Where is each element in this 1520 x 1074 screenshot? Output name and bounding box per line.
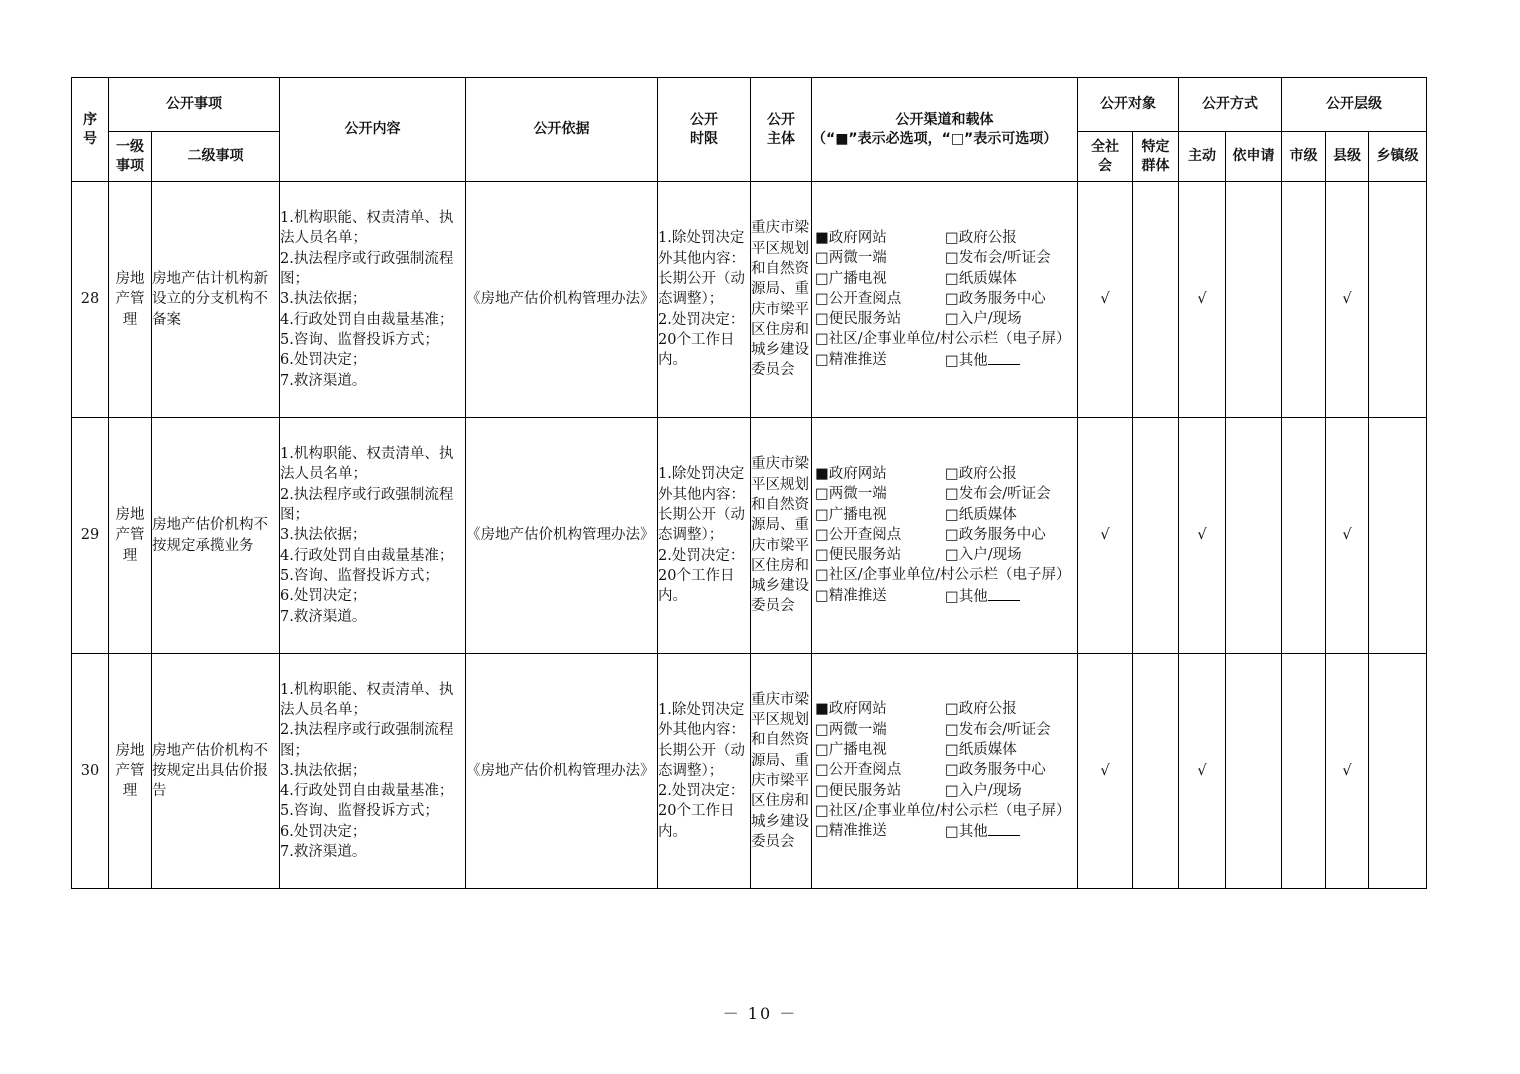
channel-option: □政府公报 — [945, 229, 1017, 246]
channel-option: □纸质媒体 — [945, 742, 1017, 759]
row-level-city — [1282, 418, 1326, 654]
channel-option: □入户/现场 — [945, 547, 1022, 564]
table-row — [72, 654, 1427, 889]
row-target-group — [1133, 418, 1179, 654]
channel-option: □发布会/听证会 — [945, 250, 1051, 267]
channel-option: □发布会/听证会 — [945, 721, 1051, 738]
content-line: 4.行政处罚自由裁量基准； — [280, 783, 454, 800]
content-line: 5.咨询、监督投诉方式； — [280, 803, 439, 820]
channel-option: □便民服务站 — [815, 311, 902, 328]
content-line: 1.机构职能、权责清单、执法人员名单； — [280, 681, 454, 718]
content-line: 1.机构职能、权责清单、执法人员名单； — [280, 210, 454, 247]
channel-option: ■政府网站 — [815, 229, 887, 246]
page-number: － 10 － — [722, 1004, 798, 1023]
channel-option: □政务服务中心 — [945, 762, 1046, 779]
row-target-group — [1133, 654, 1179, 889]
header-mode: 公开方式 — [1179, 78, 1282, 132]
channel-option: □广播电视 — [815, 506, 887, 523]
row-channels — [812, 182, 1078, 418]
header-target: 公开对象 — [1078, 78, 1179, 132]
row-basis: 《房地产估价机构管理办法》 — [466, 182, 658, 418]
channel-option: □社区/企事业单位/村公示栏（电子屏） — [815, 567, 1071, 584]
header-item-l2: 二级事项 — [152, 132, 280, 182]
channel-option-other: □其他 — [945, 821, 1069, 842]
row-limit — [658, 182, 751, 418]
row-level-town — [1369, 182, 1427, 418]
channel-option: □公开查阅点 — [815, 290, 902, 307]
table-header — [72, 78, 1427, 182]
row-subject: 重庆市梁平区规划和自然资源局、重庆市梁平区住房和城乡建设委员会 — [751, 418, 812, 654]
header-mode-active: 主动 — [1179, 132, 1226, 182]
content-line: 1.机构职能、权责清单、执法人员名单； — [280, 446, 454, 483]
limit-line: 1.除处罚决定外其他内容：长期公开（动态调整）； — [658, 701, 745, 779]
row-content — [280, 418, 466, 654]
row-level-county: √ — [1326, 654, 1369, 889]
channel-option: □社区/企事业单位/村公示栏（电子屏） — [815, 331, 1071, 348]
content-line: 5.咨询、监督投诉方式； — [280, 567, 439, 584]
row-item-l2: 房地产估价机构不按规定出具估价报告 — [152, 654, 280, 889]
row-target-all: √ — [1078, 418, 1133, 654]
channel-option: □政府公报 — [945, 701, 1017, 718]
row-seq: 29 — [72, 418, 109, 654]
row-mode-active: √ — [1179, 654, 1226, 889]
header-target-all: 全社会 — [1078, 132, 1133, 182]
content-line: 6.处罚决定； — [280, 588, 367, 605]
row-item-l1: 房地产管理 — [109, 654, 152, 889]
row-content — [280, 654, 466, 889]
row-subject: 重庆市梁平区规划和自然资源局、重庆市梁平区住房和城乡建设委员会 — [751, 654, 812, 889]
row-level-county: √ — [1326, 418, 1369, 654]
row-seq: 30 — [72, 654, 109, 889]
row-mode-active: √ — [1179, 182, 1226, 418]
channel-option: □精准推送 — [815, 823, 887, 840]
header-item-l1: 一级事项 — [109, 132, 152, 182]
channel-option: □公开查阅点 — [815, 762, 902, 779]
content-line: 4.行政处罚自由裁量基准； — [280, 547, 454, 564]
channel-option: ■政府网站 — [815, 465, 887, 482]
table-row — [72, 182, 1427, 418]
channel-option: □纸质媒体 — [945, 270, 1017, 287]
header-limit: 公开时限 — [658, 78, 751, 182]
content-line: 3.执法依据； — [280, 527, 367, 544]
channel-option: □广播电视 — [815, 742, 887, 759]
content-line: 2.执法程序或行政强制流程图； — [280, 722, 454, 759]
header-level: 公开层级 — [1282, 78, 1427, 132]
limit-line: 2.处罚决定：20个工作日内。 — [658, 311, 745, 369]
row-target-all: √ — [1078, 182, 1133, 418]
content-line: 2.执法程序或行政强制流程图； — [280, 250, 454, 288]
channel-option: □入户/现场 — [945, 311, 1022, 328]
channel-option: □广播电视 — [815, 270, 887, 287]
row-level-town — [1369, 654, 1427, 889]
row-item-l1: 房地产管理 — [109, 418, 152, 654]
row-basis: 《房地产估价机构管理办法》 — [466, 654, 658, 889]
table-body — [72, 182, 1427, 889]
header-seq: 序号 — [72, 78, 109, 182]
channel-option: □政府公报 — [945, 465, 1017, 482]
header-channel-title: 公开渠道和载体 — [895, 111, 994, 128]
limit-line: 1.除处罚决定外其他内容：长期公开（动态调整）； — [658, 466, 745, 544]
channel-option: □两微一端 — [815, 486, 887, 503]
row-limit — [658, 654, 751, 889]
row-mode-apply — [1226, 418, 1282, 654]
content-line: 4.行政处罚自由裁量基准； — [280, 311, 454, 328]
header-level-city: 市级 — [1282, 132, 1326, 182]
row-basis: 《房地产估价机构管理办法》 — [466, 418, 658, 654]
channel-option: □政务服务中心 — [945, 526, 1046, 543]
content-line: 3.执法依据； — [280, 762, 367, 779]
row-level-town — [1369, 418, 1427, 654]
channel-option: □两微一端 — [815, 721, 887, 738]
row-seq: 28 — [72, 182, 109, 418]
row-channels — [812, 654, 1078, 889]
row-target-group — [1133, 182, 1179, 418]
row-channels — [812, 418, 1078, 654]
header-content: 公开内容 — [280, 78, 466, 182]
row-mode-active: √ — [1179, 418, 1226, 654]
row-level-county: √ — [1326, 182, 1369, 418]
header-item: 公开事项 — [109, 78, 280, 132]
row-item-l2: 房地产估价机构不按规定承揽业务 — [152, 418, 280, 654]
header-channel-note: （“■”表示必选项，“□”表示可选项） — [812, 130, 1058, 147]
row-content — [280, 182, 466, 418]
content-line: 2.执法程序或行政强制流程图； — [280, 486, 454, 524]
disclosure-table — [71, 77, 1427, 889]
channel-option: □公开查阅点 — [815, 526, 902, 543]
content-line: 7.救济渠道。 — [280, 372, 367, 389]
limit-line: 1.除处罚决定外其他内容：长期公开（动态调整）； — [658, 230, 745, 308]
header-mode-apply: 依申请 — [1226, 132, 1282, 182]
channel-option-other: □其他 — [945, 350, 1069, 371]
content-line: 7.救济渠道。 — [280, 844, 367, 861]
channel-option: ■政府网站 — [815, 701, 887, 718]
row-target-all: √ — [1078, 654, 1133, 889]
row-limit — [658, 418, 751, 654]
limit-line: 2.处罚决定：20个工作日内。 — [658, 547, 745, 605]
row-mode-apply — [1226, 182, 1282, 418]
row-subject: 重庆市梁平区规划和自然资源局、重庆市梁平区住房和城乡建设委员会 — [751, 182, 812, 418]
row-level-city — [1282, 182, 1326, 418]
channel-option: □社区/企事业单位/村公示栏（电子屏） — [815, 802, 1071, 819]
content-line: 6.处罚决定； — [280, 823, 367, 840]
channel-option: □纸质媒体 — [945, 506, 1017, 523]
row-mode-apply — [1226, 654, 1282, 889]
content-line: 3.执法依据； — [280, 291, 367, 308]
channel-option-other: □其他 — [945, 586, 1069, 607]
row-level-city — [1282, 654, 1326, 889]
header-target-group: 特定群体 — [1133, 132, 1179, 182]
channel-option: □便民服务站 — [815, 547, 902, 564]
header-level-county: 县级 — [1326, 132, 1369, 182]
table-row — [72, 418, 1427, 654]
row-item-l2: 房地产估计机构新设立的分支机构不备案 — [152, 182, 280, 418]
channel-option: □精准推送 — [815, 351, 887, 368]
row-item-l1: 房地产管理 — [109, 182, 152, 418]
channel-option: □精准推送 — [815, 587, 887, 604]
channel-option: □入户/现场 — [945, 782, 1022, 799]
header-channel — [812, 78, 1078, 182]
channel-option: □两微一端 — [815, 250, 887, 267]
channel-option: □便民服务站 — [815, 782, 902, 799]
channel-option: □发布会/听证会 — [945, 486, 1051, 503]
header-subject: 公开主体 — [751, 78, 812, 182]
content-line: 6.处罚决定； — [280, 352, 367, 369]
limit-line: 2.处罚决定：20个工作日内。 — [658, 783, 745, 840]
channel-option: □政务服务中心 — [945, 290, 1046, 307]
header-level-town: 乡镇级 — [1369, 132, 1427, 182]
content-line: 7.救济渠道。 — [280, 608, 367, 625]
content-line: 5.咨询、监督投诉方式； — [280, 331, 439, 348]
header-basis: 公开依据 — [466, 78, 658, 182]
